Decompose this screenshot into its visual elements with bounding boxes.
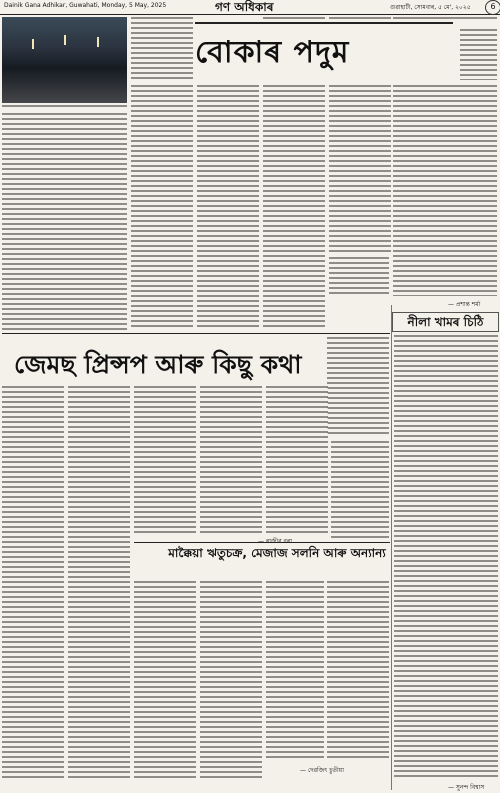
feature-column-5-text: [266, 385, 328, 535]
article3-top-rule: [134, 542, 390, 543]
masthead-date-english: Dainik Gana Adhikar, Guwahati, Monday, 5 May, 2025: [4, 2, 167, 9]
section-divider: [2, 333, 390, 334]
title-rule: [195, 22, 453, 24]
lead-column-4-text: [263, 84, 325, 330]
feature-column-3-text: [134, 385, 196, 535]
feature-column-1-text: [2, 385, 64, 780]
article-photo: [2, 17, 127, 103]
lead-column-6-side-text: [460, 28, 497, 80]
sidebar-byline: — সুনন্দ বিশ্বাস: [448, 784, 485, 791]
article3-column-1-text: [134, 580, 196, 780]
lead-column-3-text: [197, 84, 259, 330]
article3-title: মাক্কৈয়া ঋতুচক্ৰ, মেজাজ সলনি আৰু অন্যান্য: [168, 546, 386, 560]
article3-column-2-text: [200, 580, 262, 780]
lead-column-5-top-text: [329, 16, 391, 22]
photo-light-2: [64, 35, 66, 45]
lead-column-6-top-text: [393, 16, 497, 22]
lead-column-2-text: [131, 84, 193, 330]
sidebar-column-1-text: [327, 336, 389, 436]
feature-column-4-text: [200, 385, 262, 535]
lead-column-5-text: [329, 84, 391, 252]
lead-column-2-top-text: [131, 16, 193, 80]
masthead-date-local: গুৱাহাটী, সোমবাৰ, ৫ মে', ২০২৫: [390, 4, 471, 11]
sidebar-title: নীলা খামৰ চিঠি: [392, 312, 499, 332]
lead-column-6-text: [393, 84, 497, 296]
lead-footnote-text: [329, 256, 389, 296]
lead-article-title: বোকাৰ পদুম: [195, 35, 350, 70]
photo-light-1: [32, 39, 34, 49]
sidebar-column-1b-text: [331, 440, 389, 540]
article3-column-3-text: [266, 580, 324, 760]
lead-article-byline: — প্ৰশান্ত শৰ্মা: [448, 301, 481, 308]
page-number: 6: [485, 0, 500, 15]
sidebar-column-2-text: [394, 334, 498, 779]
lead-column-1-text: [2, 112, 127, 330]
photo-light-3: [97, 37, 99, 47]
article3-byline: — দেৱজিৎ চুতীয়া: [300, 767, 344, 774]
article3-column-4-text: [327, 580, 389, 760]
lead-column-4-top-text: [263, 16, 325, 20]
photo-caption: [2, 104, 127, 108]
newspaper-logo: গণ অধিকাৰ: [215, 0, 274, 14]
feature-column-2-text: [68, 385, 130, 780]
feature-article-title: জেমছ প্ৰিন্সপ আৰু কিছু কথা: [14, 350, 302, 379]
